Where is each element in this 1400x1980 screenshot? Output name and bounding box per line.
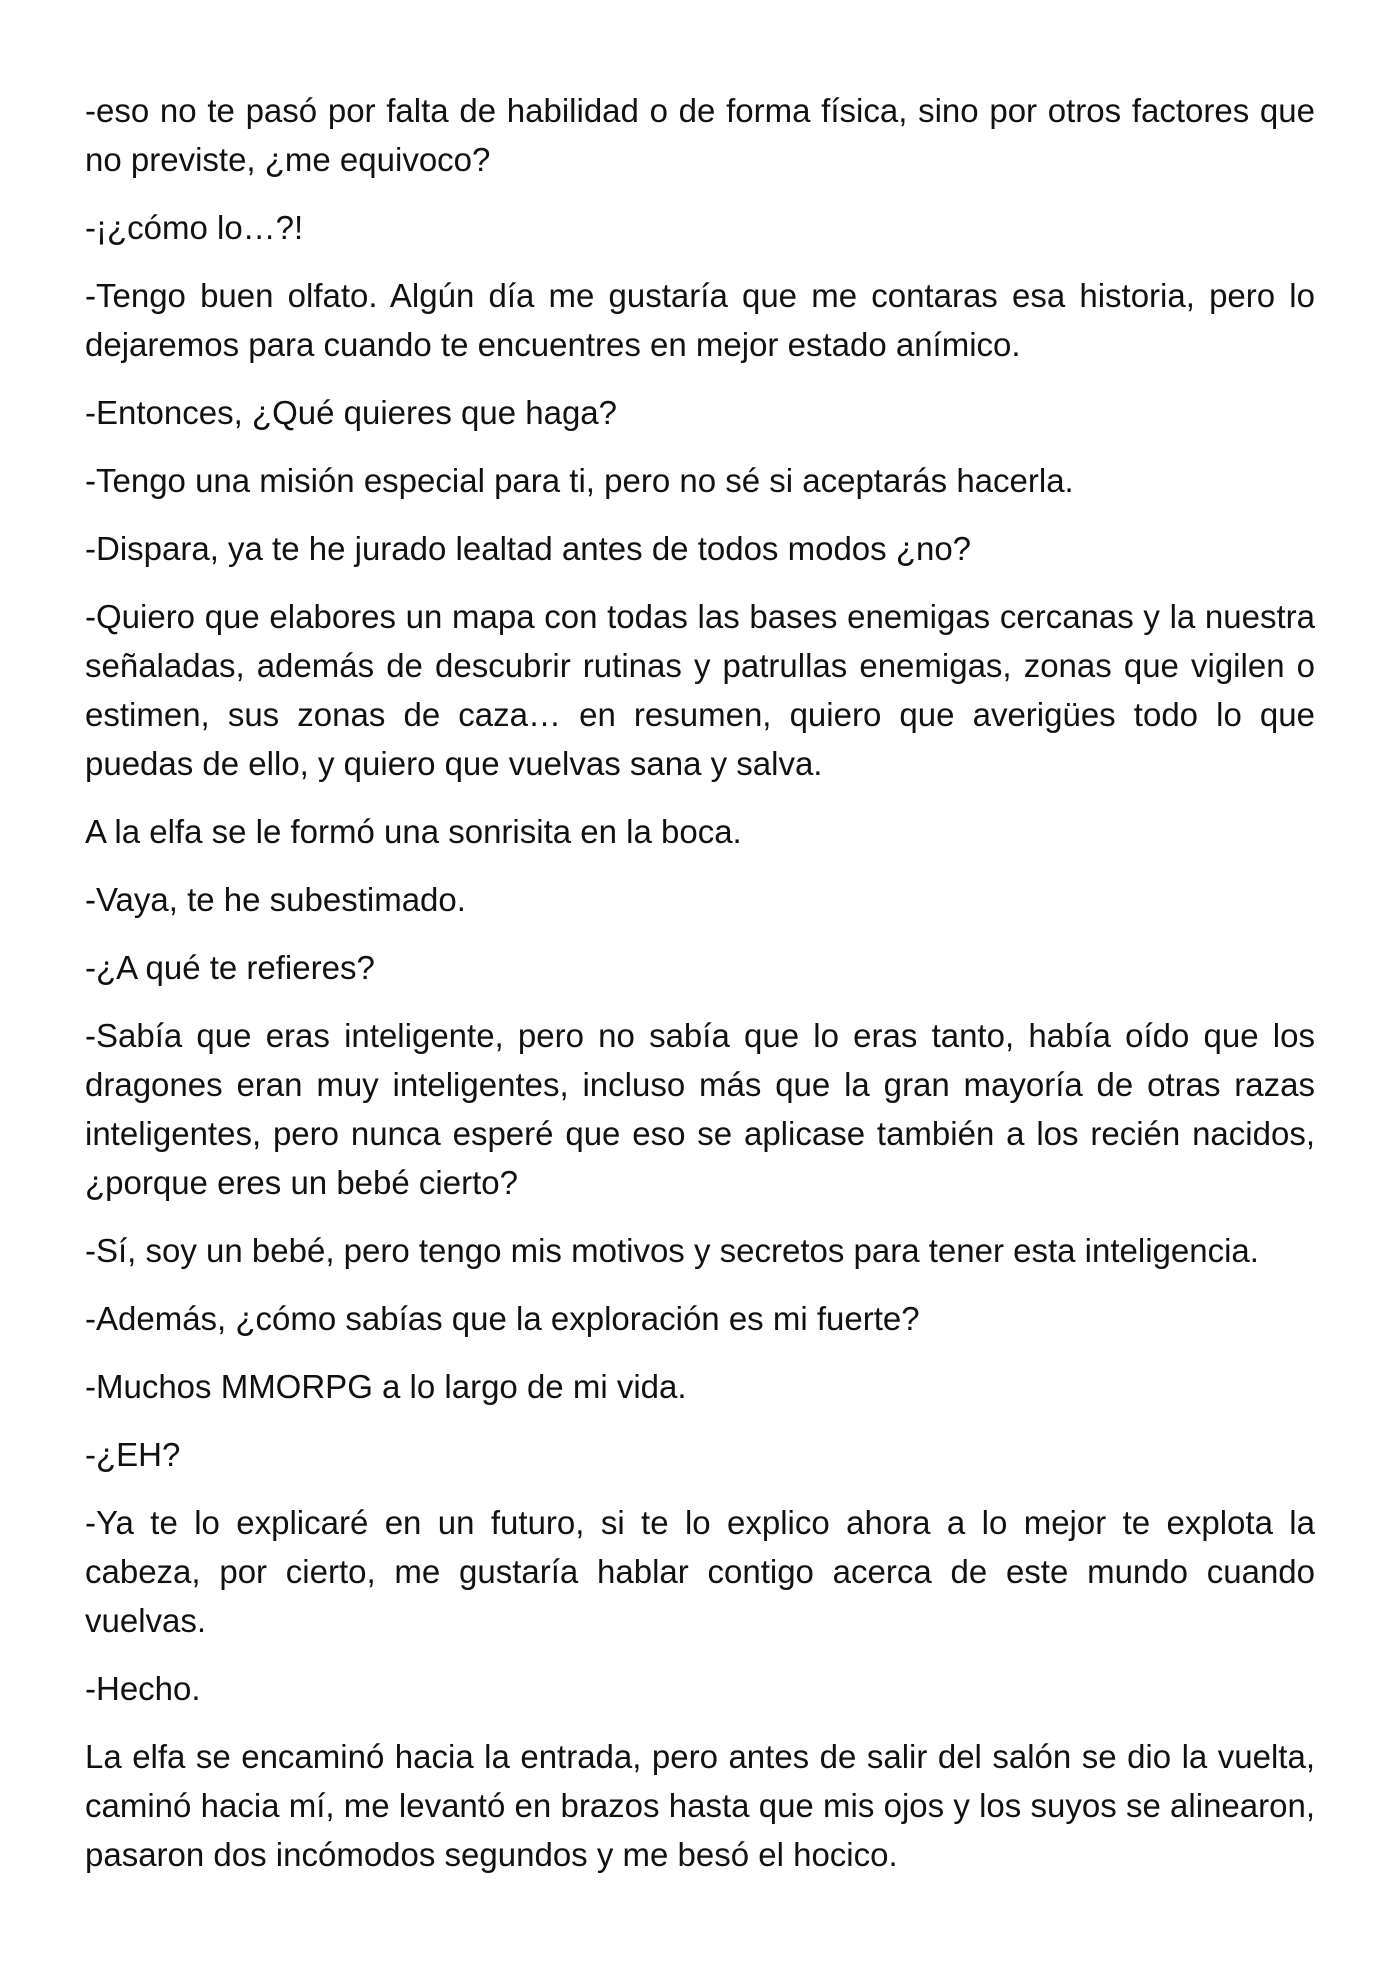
paragraph: -Quiero que elabores un mapa con todas las bases enemigas cercanas y la nuestra señaladas, además de descubrir rutinas y patrullas enemigas, zonas que vigilen o estimen, sus zonas de caza… en resumen, quiero que averigües todo lo que puedas de ello, y quiero que vuelvas sana y salva. xyxy=(85,598,1315,782)
paragraph: -Ya te lo explicaré en un futuro, si te lo explico ahora a lo mejor te explota la cabeza, por cierto, me gustaría hablar contigo acerca de este mundo cuando vuelvas. xyxy=(85,1504,1315,1639)
paragraph: -Sí, soy un bebé, pero tengo mis motivos y secretos para tener esta inteligencia. xyxy=(85,1232,1259,1269)
paragraph: -Vaya, te he subestimado. xyxy=(85,881,466,918)
paragraph: -eso no te pasó por falta de habilidad o de forma física, sino por otros factores que no previste, ¿me equivoco? xyxy=(85,92,1315,178)
paragraph: A la elfa se le formó una sonrisita en la boca. xyxy=(85,813,742,850)
paragraph: La elfa se encaminó hacia la entrada, pero antes de salir del salón se dio la vuelta, caminó hacia mí, me levantó en brazos hasta que mis ojos y los suyos se alinearon, pasaron dos incómodos segundos y me besó el hocico. xyxy=(85,1738,1315,1873)
paragraph: -Entonces, ¿Qué quieres que haga? xyxy=(85,394,618,431)
paragraph: -¡¿cómo lo…?! xyxy=(85,209,304,246)
paragraph: -Sabía que eras inteligente, pero no sabía que lo eras tanto, había oído que los dragones eran muy inteligentes, incluso más que la gran mayoría de otras razas inteligentes, pero nunca esperé que eso se aplicase también a los recién nacidos, ¿porque eres un bebé cierto? xyxy=(85,1017,1315,1201)
paragraph: -Muchos MMORPG a lo largo de mi vida. xyxy=(85,1368,687,1405)
paragraph: -¿A qué te refieres? xyxy=(85,949,375,986)
paragraph: -¿EH? xyxy=(85,1436,181,1473)
paragraph: -Tengo una misión especial para ti, pero no sé si aceptarás hacerla. xyxy=(85,462,1074,499)
paragraph: -Además, ¿cómo sabías que la exploración es mi fuerte? xyxy=(85,1300,920,1337)
paragraph: -Hecho. xyxy=(85,1670,201,1707)
document-page xyxy=(85,86,1315,1898)
paragraph: -Dispara, ya te he jurado lealtad antes de todos modos ¿no? xyxy=(85,530,972,567)
paragraph: -Tengo buen olfato. Algún día me gustaría que me contaras esa historia, pero lo dejaremos para cuando te encuentres en mejor estado anímico. xyxy=(85,277,1315,363)
